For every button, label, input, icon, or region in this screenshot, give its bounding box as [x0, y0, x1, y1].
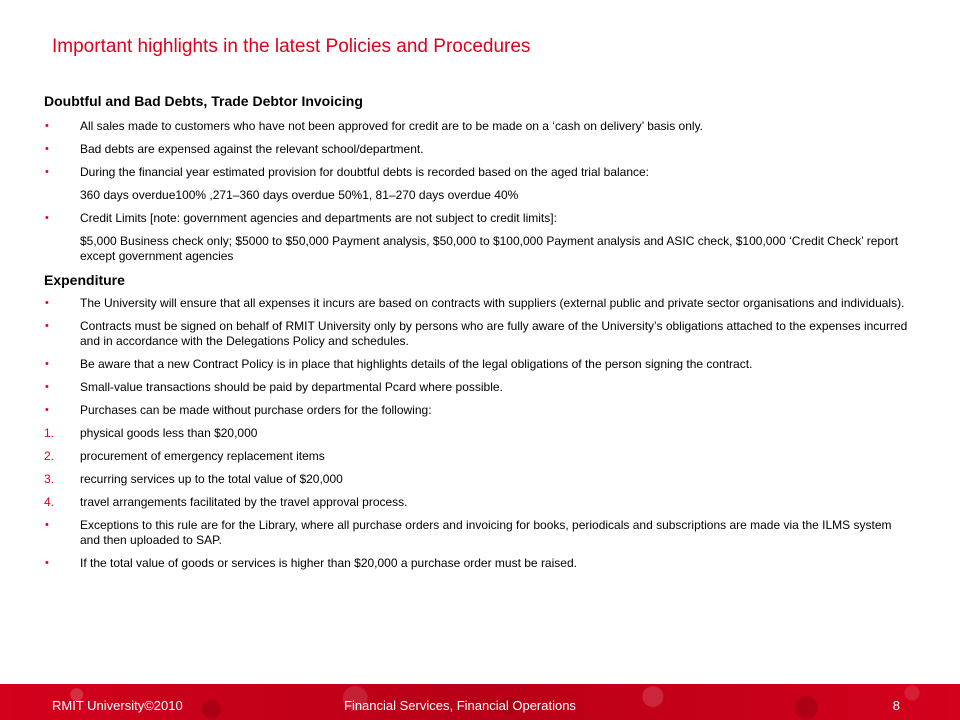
purchase-exemptions-list: [44, 426, 914, 510]
numbered-item-text: travel arrangements facilitated by the travel approval process.: [80, 495, 408, 509]
list-item-text: Small-value transactions should be paid by departmental Pcard where possible.: [80, 380, 503, 394]
doubtful-debts-list: [44, 119, 914, 264]
list-item: [44, 319, 914, 349]
bullet-icon: •: [45, 120, 49, 132]
list-item-text: All sales made to customers who have not been approved for credit are to be made on a ‘cash on delivery’ basis only.: [80, 119, 704, 133]
bullet-icon: •: [45, 557, 49, 569]
footer-department: Financial Services, Financial Operations: [344, 698, 576, 713]
footer-copyright: RMIT University©2010: [52, 698, 183, 713]
list-item-text: Purchases can be made without purchase orders for the following:: [80, 403, 432, 417]
list-item-text: During the financial year estimated provision for doubtful debts is recorded based on the aged trial balance:: [80, 165, 650, 179]
list-item: [44, 296, 914, 311]
item-number: 4.: [44, 495, 55, 509]
slide-content: [44, 93, 914, 579]
numbered-item: [44, 449, 914, 464]
page-number: 8: [892, 698, 900, 713]
footer-bar: [0, 684, 960, 720]
item-number: 3.: [44, 472, 55, 486]
list-item: [44, 142, 914, 157]
numbered-item: [44, 472, 914, 487]
bullet-icon: •: [45, 381, 49, 393]
bullet-icon: •: [45, 320, 49, 332]
aged-balance-detail: 360 days overdue100% ,271–360 days overdue 50%1, 81–270 days overdue 40%: [80, 188, 519, 202]
bullet-icon: •: [45, 358, 49, 370]
list-item-text: Be aware that a new Contract Policy is in place that highlights details of the legal obligations of the person signing the contract.: [80, 357, 753, 371]
bullet-icon: •: [45, 143, 49, 155]
list-item-text: Bad debts are expensed against the relevant school/department.: [80, 142, 424, 156]
expenditure-exceptions-list: [44, 518, 914, 571]
list-item: [44, 556, 914, 571]
bullet-icon: •: [45, 297, 49, 309]
list-item: [44, 380, 914, 395]
list-item: [44, 357, 914, 372]
bullet-icon: •: [45, 404, 49, 416]
expenditure-list: [44, 296, 914, 418]
numbered-item-text: physical goods less than $20,000: [80, 426, 258, 440]
list-item-text: Credit Limits [note: government agencies and departments are not subject to credit limits]:: [80, 211, 557, 225]
bullet-icon: •: [45, 519, 49, 531]
numbered-item-text: procurement of emergency replacement items: [80, 449, 325, 463]
section-heading-expenditure: Expenditure: [44, 272, 125, 288]
list-item: [44, 518, 914, 548]
list-item-text: The University will ensure that all expenses it incurs are based on contracts with suppliers (external public and private sector organisations and individuals).: [80, 296, 905, 310]
bullet-icon: •: [45, 212, 49, 224]
list-item-text: Exceptions to this rule are for the Library, where all purchase orders and invoicing for books, periodicals and subscriptions are made via the ILMS system and then uploaded to SAP.: [80, 518, 892, 547]
numbered-item: [44, 426, 914, 441]
slide-title: Important highlights in the latest Policies and Procedures: [52, 36, 531, 57]
list-item: [44, 403, 914, 418]
list-item-text: If the total value of goods or services is higher than $20,000 a purchase order must be raised.: [80, 556, 577, 570]
credit-limits-detail: $5,000 Business check only; $5000 to $50,000 Payment analysis, $50,000 to $100,000 Payment analysis and ASIC check, $100,000 ‘Credit Check’ report except government agencies: [80, 234, 899, 263]
numbered-item: [44, 495, 914, 510]
list-item: [44, 119, 914, 134]
item-number: 1.: [44, 426, 55, 440]
section-heading-doubtful-debts: Doubtful and Bad Debts, Trade Debtor Invoicing: [44, 93, 363, 109]
numbered-item-text: recurring services up to the total value of $20,000: [80, 472, 343, 486]
item-number: 2.: [44, 449, 55, 463]
list-item: [44, 211, 914, 226]
list-item: [44, 165, 914, 180]
bullet-icon: •: [45, 166, 49, 178]
list-item-text: Contracts must be signed on behalf of RMIT University only by persons who are fully aware of the University’s obligations attached to the expenses incurred and in accordance with the Delegations Policy and schedules.: [80, 319, 908, 348]
